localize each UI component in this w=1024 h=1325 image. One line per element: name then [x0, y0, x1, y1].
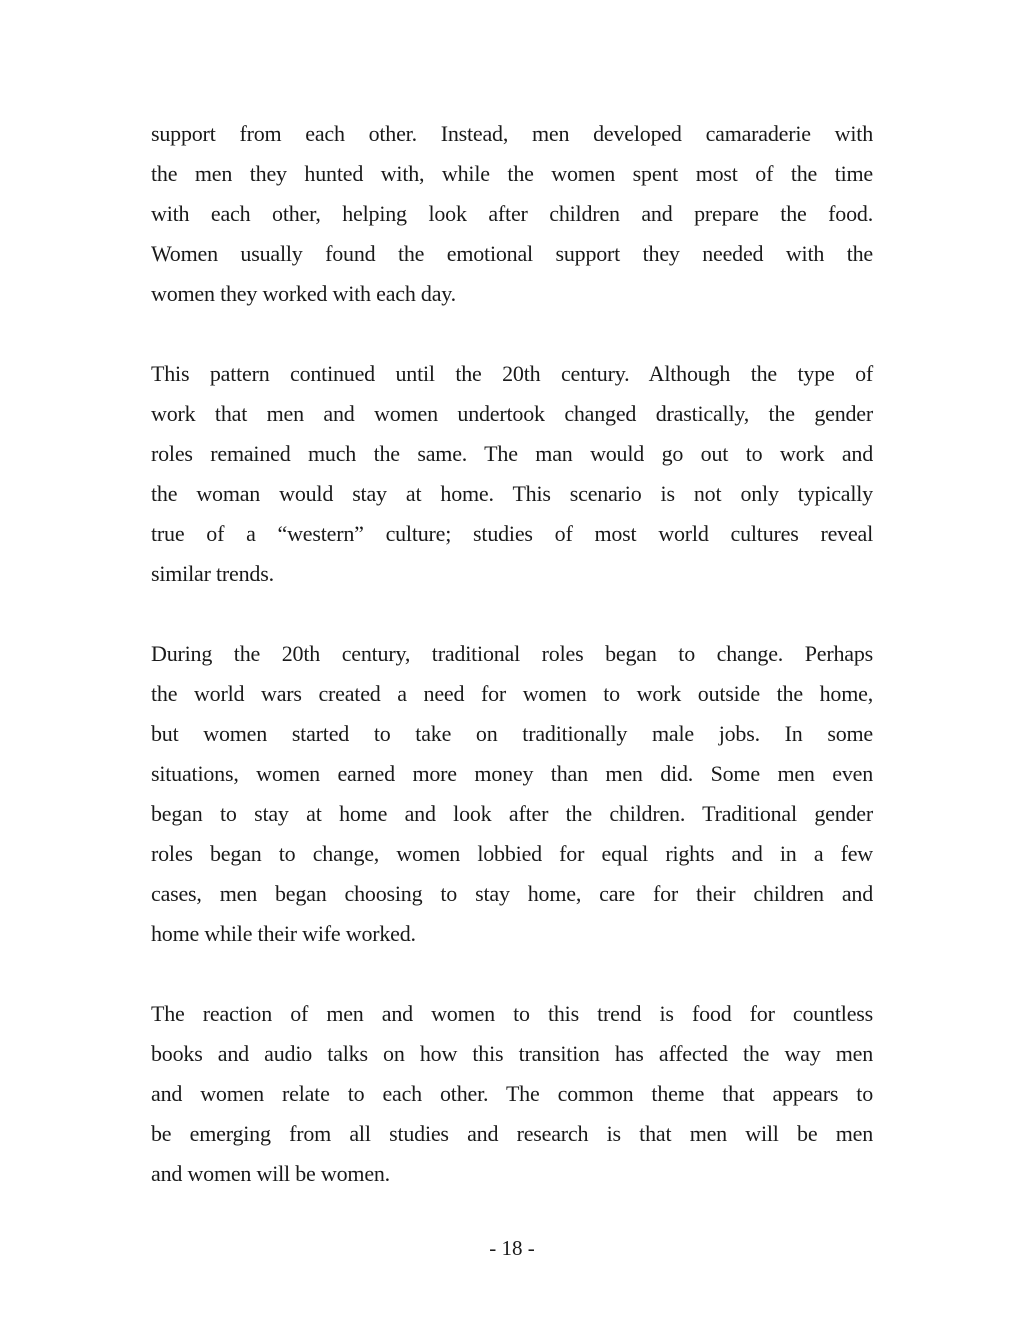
text-line: be emerging from all studies and research is that men will be men [151, 1121, 873, 1146]
paragraph-1 [151, 114, 873, 314]
text-line: roles began to change, women lobbied for equal rights and in a few [151, 841, 873, 866]
text-line: the world wars created a need for women to work outside the home, [151, 681, 873, 706]
paragraph-2 [151, 354, 873, 594]
page-number: - 18 - [489, 1236, 535, 1260]
text-line: and women relate to each other. The common theme that appears to [151, 1081, 873, 1106]
text-line: similar trends. [151, 561, 274, 586]
text-line: but women started to take on traditionally male jobs. In some [151, 721, 873, 746]
text-line: true of a “western” culture; studies of most world cultures reveal [151, 521, 873, 546]
text-line: with each other, helping look after children and prepare the food. [151, 201, 873, 226]
text-line: situations, women earned more money than men did. Some men even [151, 761, 873, 786]
paragraph-3 [151, 634, 873, 954]
text-line: The reaction of men and women to this trend is food for countless [151, 1001, 873, 1026]
text-line: and women will be women. [151, 1161, 390, 1186]
text-line: Women usually found the emotional support they needed with the [151, 241, 873, 266]
text-line: the men they hunted with, while the women spent most of the time [151, 161, 873, 186]
text-line: books and audio talks on how this transition has affected the way men [151, 1041, 873, 1066]
text-line: This pattern continued until the 20th century. Although the type of [151, 361, 873, 386]
text-line: women they worked with each day. [151, 281, 456, 306]
text-line: began to stay at home and look after the children. Traditional gender [151, 801, 873, 826]
text-line: roles remained much the same. The man would go out to work and [151, 441, 873, 466]
text-line: During the 20th century, traditional roles began to change. Perhaps [151, 641, 873, 666]
text-line: the woman would stay at home. This scenario is not only typically [151, 481, 873, 506]
text-line: work that men and women undertook changed drastically, the gender [151, 401, 873, 426]
paragraph-4 [151, 994, 873, 1194]
text-line: cases, men began choosing to stay home, care for their children and [151, 881, 873, 906]
text-line: support from each other. Instead, men developed camaraderie with [151, 121, 873, 146]
text-line: home while their wife worked. [151, 921, 416, 946]
